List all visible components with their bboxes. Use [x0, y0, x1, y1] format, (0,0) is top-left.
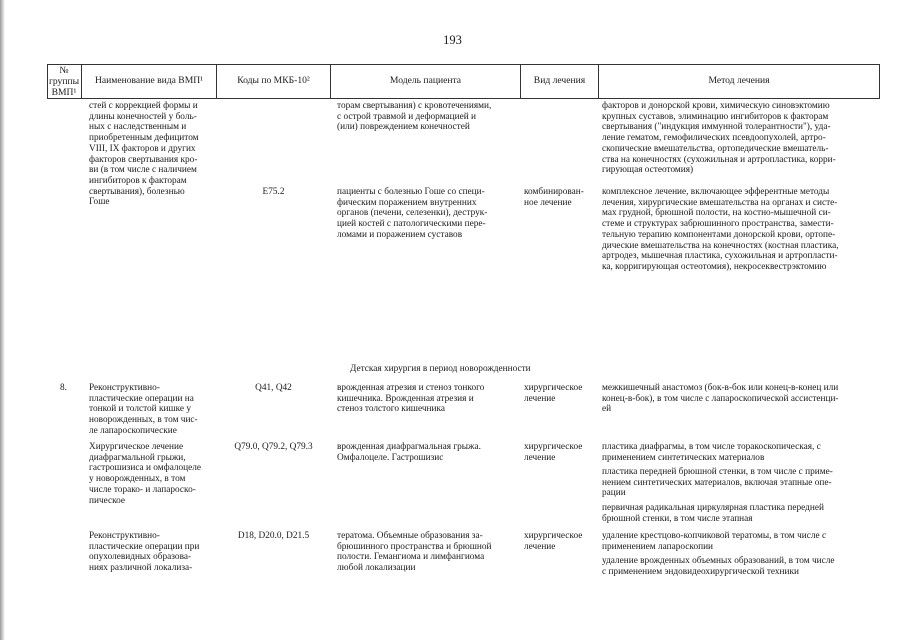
continuation-model: торам свертывания) с кровотечениями, с острой травмой и деформацией и (или) повреждением конечностей [337, 101, 492, 133]
row1-method: межкишечный анастомоз (бок-в-бок или конец-в-конец или конец-в-бок), в том числе с лапароскопической ассистенци- ей [602, 383, 839, 415]
header-name: Наименование вида ВМП¹ [94, 75, 204, 86]
row3-method-teratoma: удаление крестцово-копчиковой тератомы, в том числе с применением лапароскопии [602, 531, 827, 552]
row1-model: врожденная атрезия и стеноз тонкого кишечника. Врожденная атрезия и стеноз толстого кишечника [337, 383, 485, 415]
header-group-no: № группы ВМП¹ [48, 65, 80, 98]
table-header-bottom-border [47, 98, 880, 99]
row3-model: тератома. Объемные образования за- брюшинного пространства и брюшной полости. Гемангиома и лимфангиома любой локализации [337, 531, 492, 574]
header-codes: Коды по МКБ-10² [237, 75, 310, 86]
row3-method-masses: удаление врожденных объемных образований, в том числе с применением эндовидеохирургической техники [602, 556, 835, 577]
row1-kind: хирургическое лечение [524, 383, 583, 404]
header-model: Модель пациента [389, 75, 462, 86]
row2-model: врожденная диафрагмальная грыжа. Омфалоцеле. Гастрошизис [337, 442, 481, 463]
continuation-method: факторов и донорской крови, химическую синовэктомию крупных суставов, элиминацию ингибиторов к факторам свертывания ("индукция иммунной толерантности"), уда- ление гематом, гемофилических псевдоопухолей, артро- скопические вмешательства, ортопедические вмешатель- ства на конечностях (сухожильная и артропластика, корри- гирующая остеотомия) [602, 101, 836, 176]
table-top-border [47, 64, 880, 65]
header-method: Метод лечения [708, 75, 770, 86]
gaucher-kind: комбинирован- ное лечение [524, 187, 584, 208]
row1-name: Реконструктивно- пластические операции на тонкой и толстой кишке у новорожденных, в том чис- ле лапароскопические [89, 383, 198, 436]
row1-codes: Q41, Q42 [255, 383, 292, 393]
row2-method-abdominal-wall: пластика передней брюшной стенки, в том числе с приме- нением синтетических материалов, включая этапные опе- рации [602, 467, 833, 499]
row2-name: Хирургическое лечение диафрагмальной грыжи, гастрошизиса и омфалоцеле у новорожденных, в том числе торако- и лапароско- пическое [89, 442, 202, 506]
row3-codes: D18, D20.0, D21.5 [237, 531, 310, 541]
row2-method-diaphragm: пластика диафрагмы, в том числе торакоскопическая, с применением синтетических материалов [602, 442, 821, 463]
row3-name: Реконструктивно- пластические операции при опухолевидных образова- ниях различной локализа- [89, 531, 200, 574]
row2-method-circular-plasty: первичная радикальная циркулярная пластика передней брюшной стенки, в том числе этапная [602, 503, 824, 524]
gaucher-code: E75.2 [262, 187, 285, 197]
row2-kind: хирургическое лечение [524, 442, 583, 463]
header-kind: Вид лечения [533, 75, 586, 86]
page-number: 193 [443, 33, 462, 47]
group-number: 8. [60, 383, 67, 393]
row3-kind: хирургическое лечение [524, 531, 583, 552]
section-title: Детская хирургия в период новорожденности [350, 364, 531, 374]
gaucher-model: пациенты с болезнью Гоше со специ- фическим поражением внутренних органов (печени, селезенки), деструк- цией костей с патологическими пере- ломами и поражением суставов [337, 187, 488, 240]
header-divider-6 [879, 64, 880, 99]
gaucher-method: комплексное лечение, включающее эфферентные методы лечения, хирургические вмешательства на органах и систе- мах грудной, брюшной полости, на костно-мышечной си- стеме и структурах забрюшинного пространства, замести- тельную терапию компонентами донорской крови, ортопе- дические вмешательства на конечностях (костная пластика, артродез, мышечная пластика, сухожильная и артропласти- ка, корригирующая остеотомия), некросеквестрэктомию [602, 187, 839, 272]
row2-codes: Q79.0, Q79.2, Q79.3 [234, 442, 313, 452]
scan-edge-shadow [0, 0, 5, 640]
continuation-name: стей с коррекцией формы и длины конечностей у боль- ных с наследственным и приобретенным дефицитом VIII, IX факторов и других факторов свертывания кро- ви (в том числе с наличием ингибиторов к факторам свертывания), болезнью Гоше [89, 101, 199, 208]
